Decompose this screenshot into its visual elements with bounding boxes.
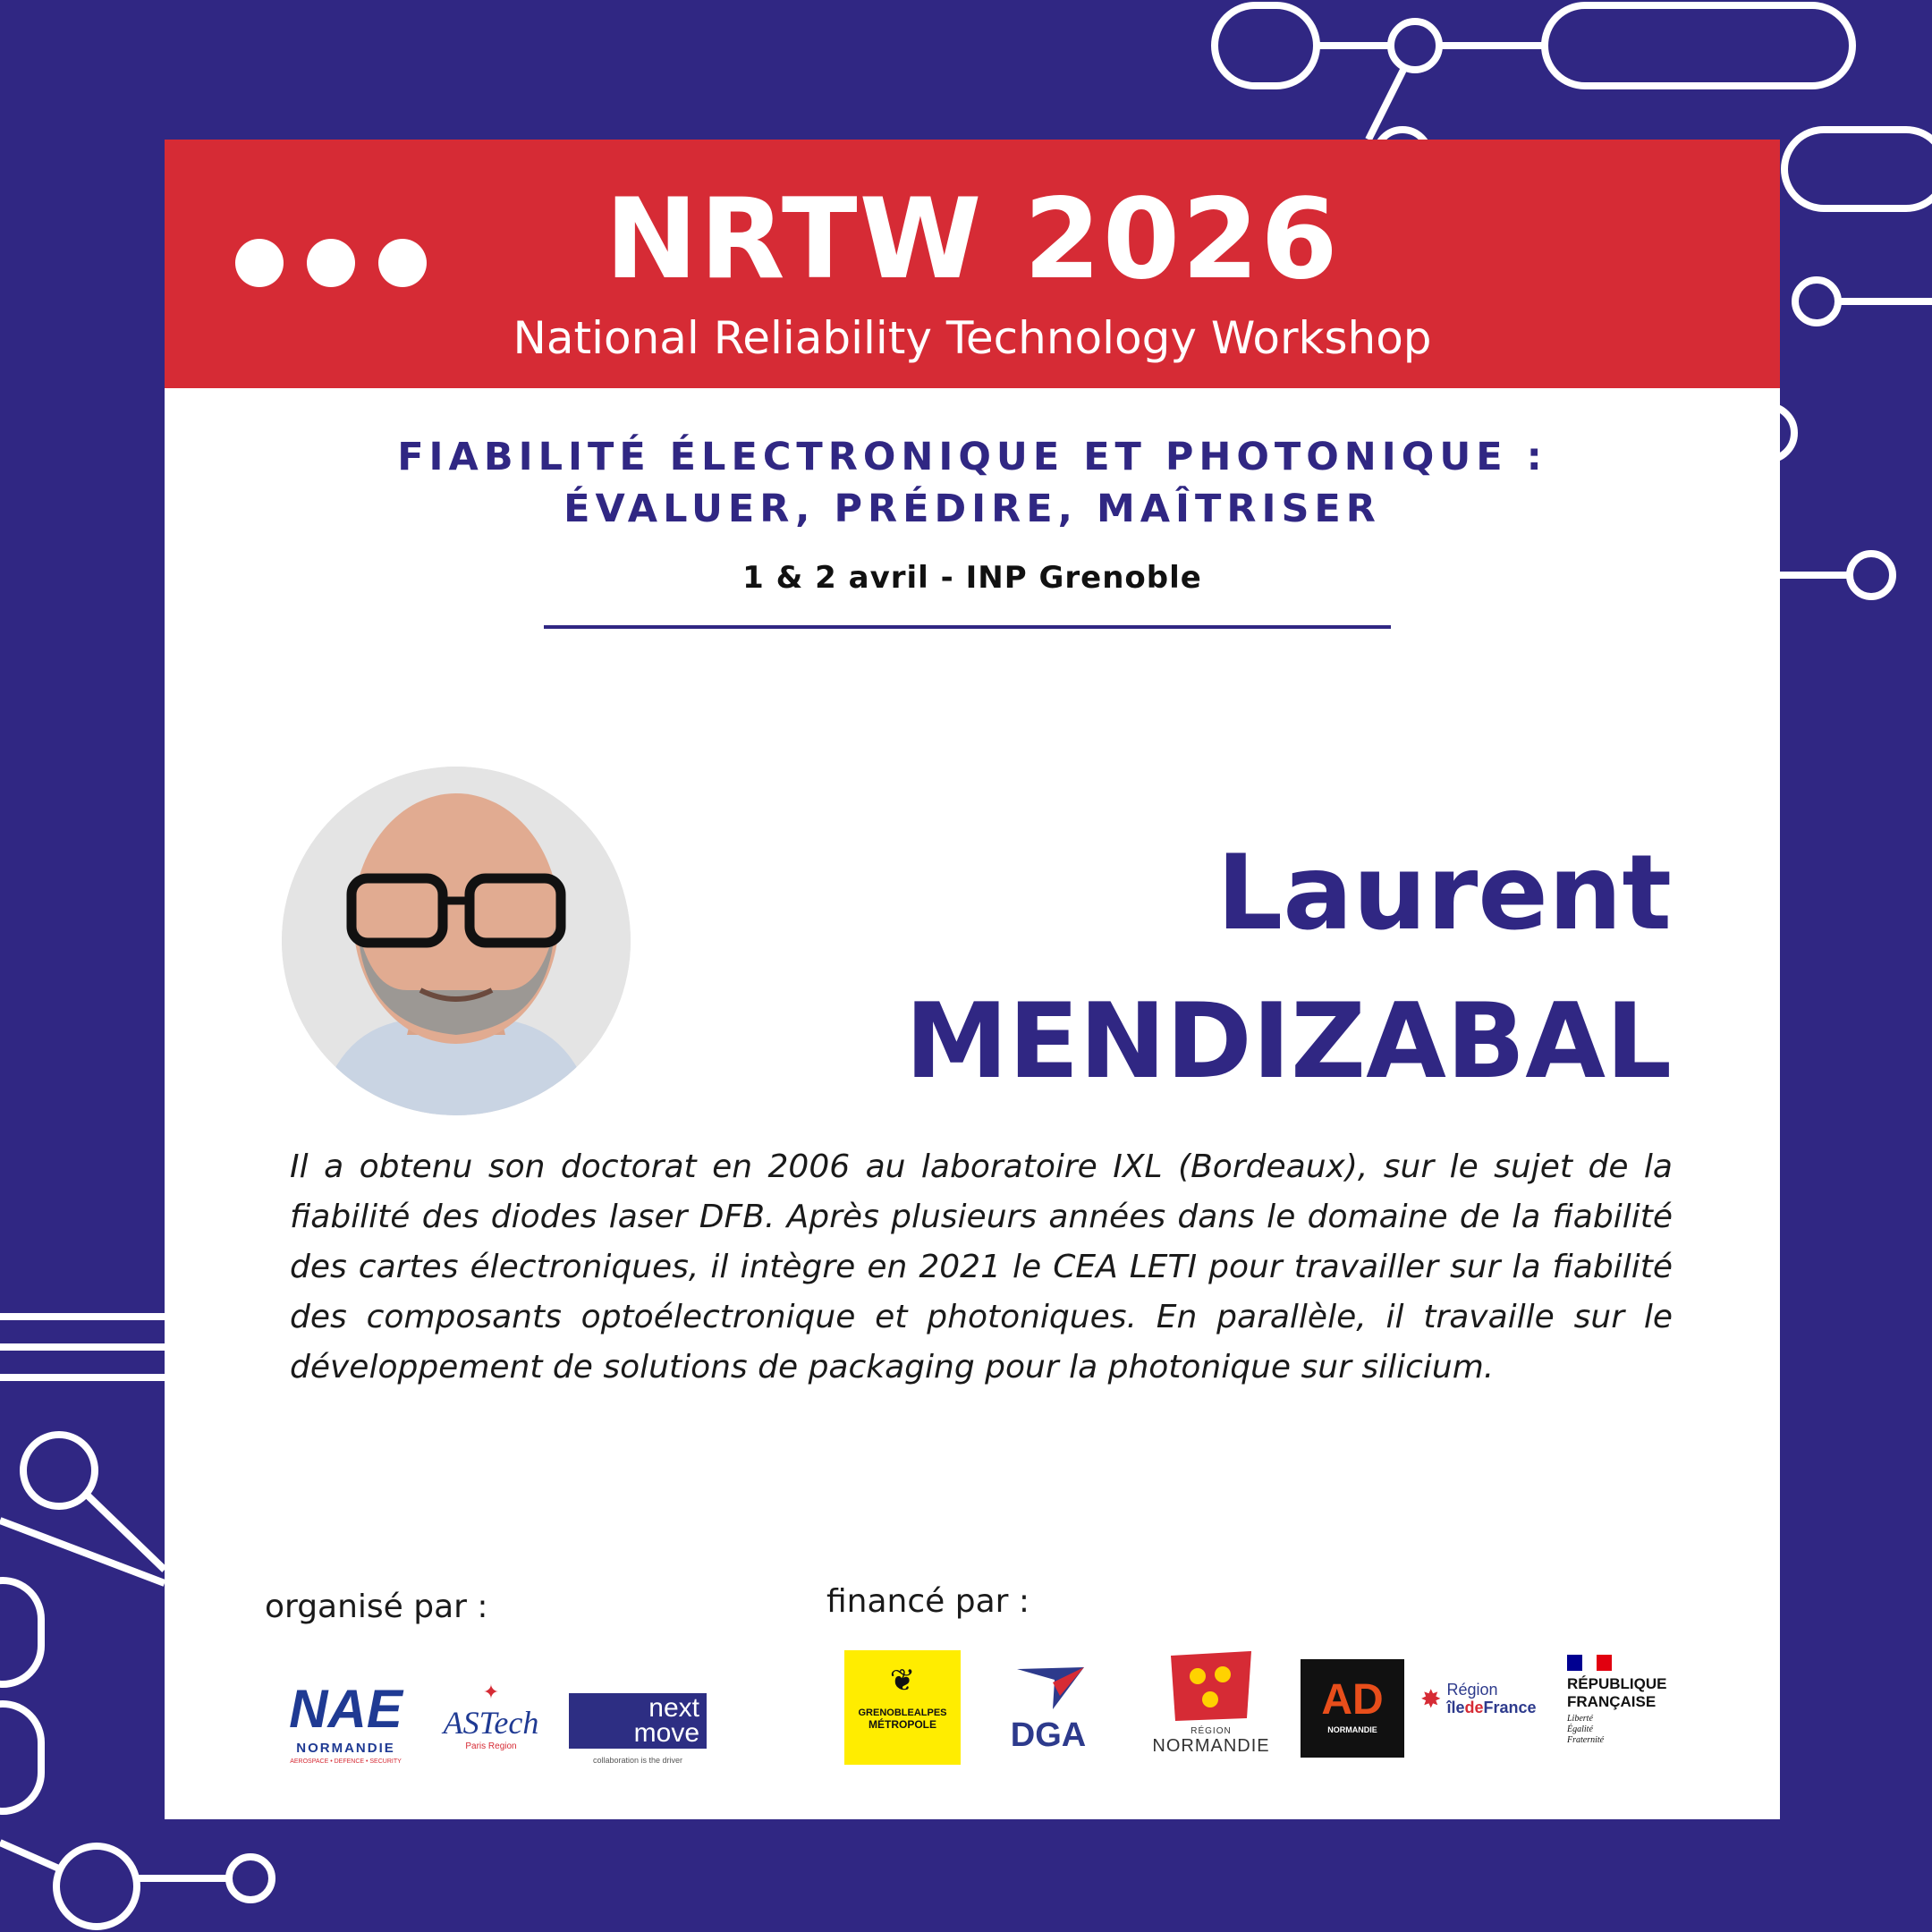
normandie-flag-icon [1162, 1651, 1260, 1723]
event-subtitle: National Reliability Technology Workshop [513, 312, 1432, 364]
nae-normandie-logo: NAE NORMANDIE AEROSPACE • DEFENCE • SECURITY [289, 1679, 402, 1765]
funded-by-label: financé par : [826, 1583, 1030, 1620]
title-banner [165, 140, 1780, 388]
workshop-theme [165, 431, 1780, 535]
event-date-place: 1 & 2 avril - INP Grenoble [742, 560, 1202, 596]
speaker-bio: Il a obtenu son doctorat en 2006 au laboratoire IXL (Bordeaux), sur le sujet de la fiabilité des diodes laser DFB. Après plusieurs années dans le domaine de la fiabilité des cartes électroniques, il intègre en 2021 le CEA LETI pour travailler sur la fiabilité des composants optoélectronique et photoniques. En parallèle, il travaille sur le développement de solutions de packaging pour la photonique sur silicium. [290, 1148, 1673, 1385]
dga-logo: DGA [999, 1660, 1097, 1758]
ad-normandie-logo: AD NORMANDIE [1301, 1659, 1404, 1758]
speaker-photo [282, 767, 631, 1115]
speaker-name [905, 819, 1672, 1116]
divider [544, 625, 1391, 629]
star-icon: ✸ [1420, 1684, 1442, 1713]
speaker-first-name: Laurent [1216, 833, 1672, 953]
speaker-card [165, 140, 1780, 1819]
marianne-icon [1567, 1655, 1612, 1671]
republique-francaise-logo: RÉPUBLIQUE FRANÇAISE Liberté Égalité Fraternité [1567, 1655, 1683, 1753]
theme-line-1: FIABILITÉ ÉLECTRONIQUE ET PHOTONIQUE : [397, 435, 1547, 479]
dga-arrow-icon [999, 1660, 1097, 1714]
region-normandie-logo: RÉGION NORMANDIE [1140, 1651, 1283, 1767]
leaf-icon: ❦ [889, 1664, 916, 1698]
region-ile-de-france-logo: ✸ Région îledeFrance [1420, 1681, 1537, 1716]
star-icon: ✦ [482, 1682, 500, 1704]
organized-by-label: organisé par : [265, 1589, 488, 1625]
next-move-logo: next move collaboration is the driver [569, 1693, 707, 1774]
astech-logo: ✦ ASTech Paris Region [433, 1682, 549, 1781]
theme-line-2: ÉVALUER, PRÉDIRE, MAÎTRISER [564, 487, 1381, 531]
speaker-last-name: MENDIZABAL [904, 981, 1672, 1102]
event-title: NRTW 2026 [605, 175, 1340, 304]
grenoble-alpes-metropole-logo: ❦ GRENOBLEALPES MÉTROPOLE [844, 1650, 961, 1765]
